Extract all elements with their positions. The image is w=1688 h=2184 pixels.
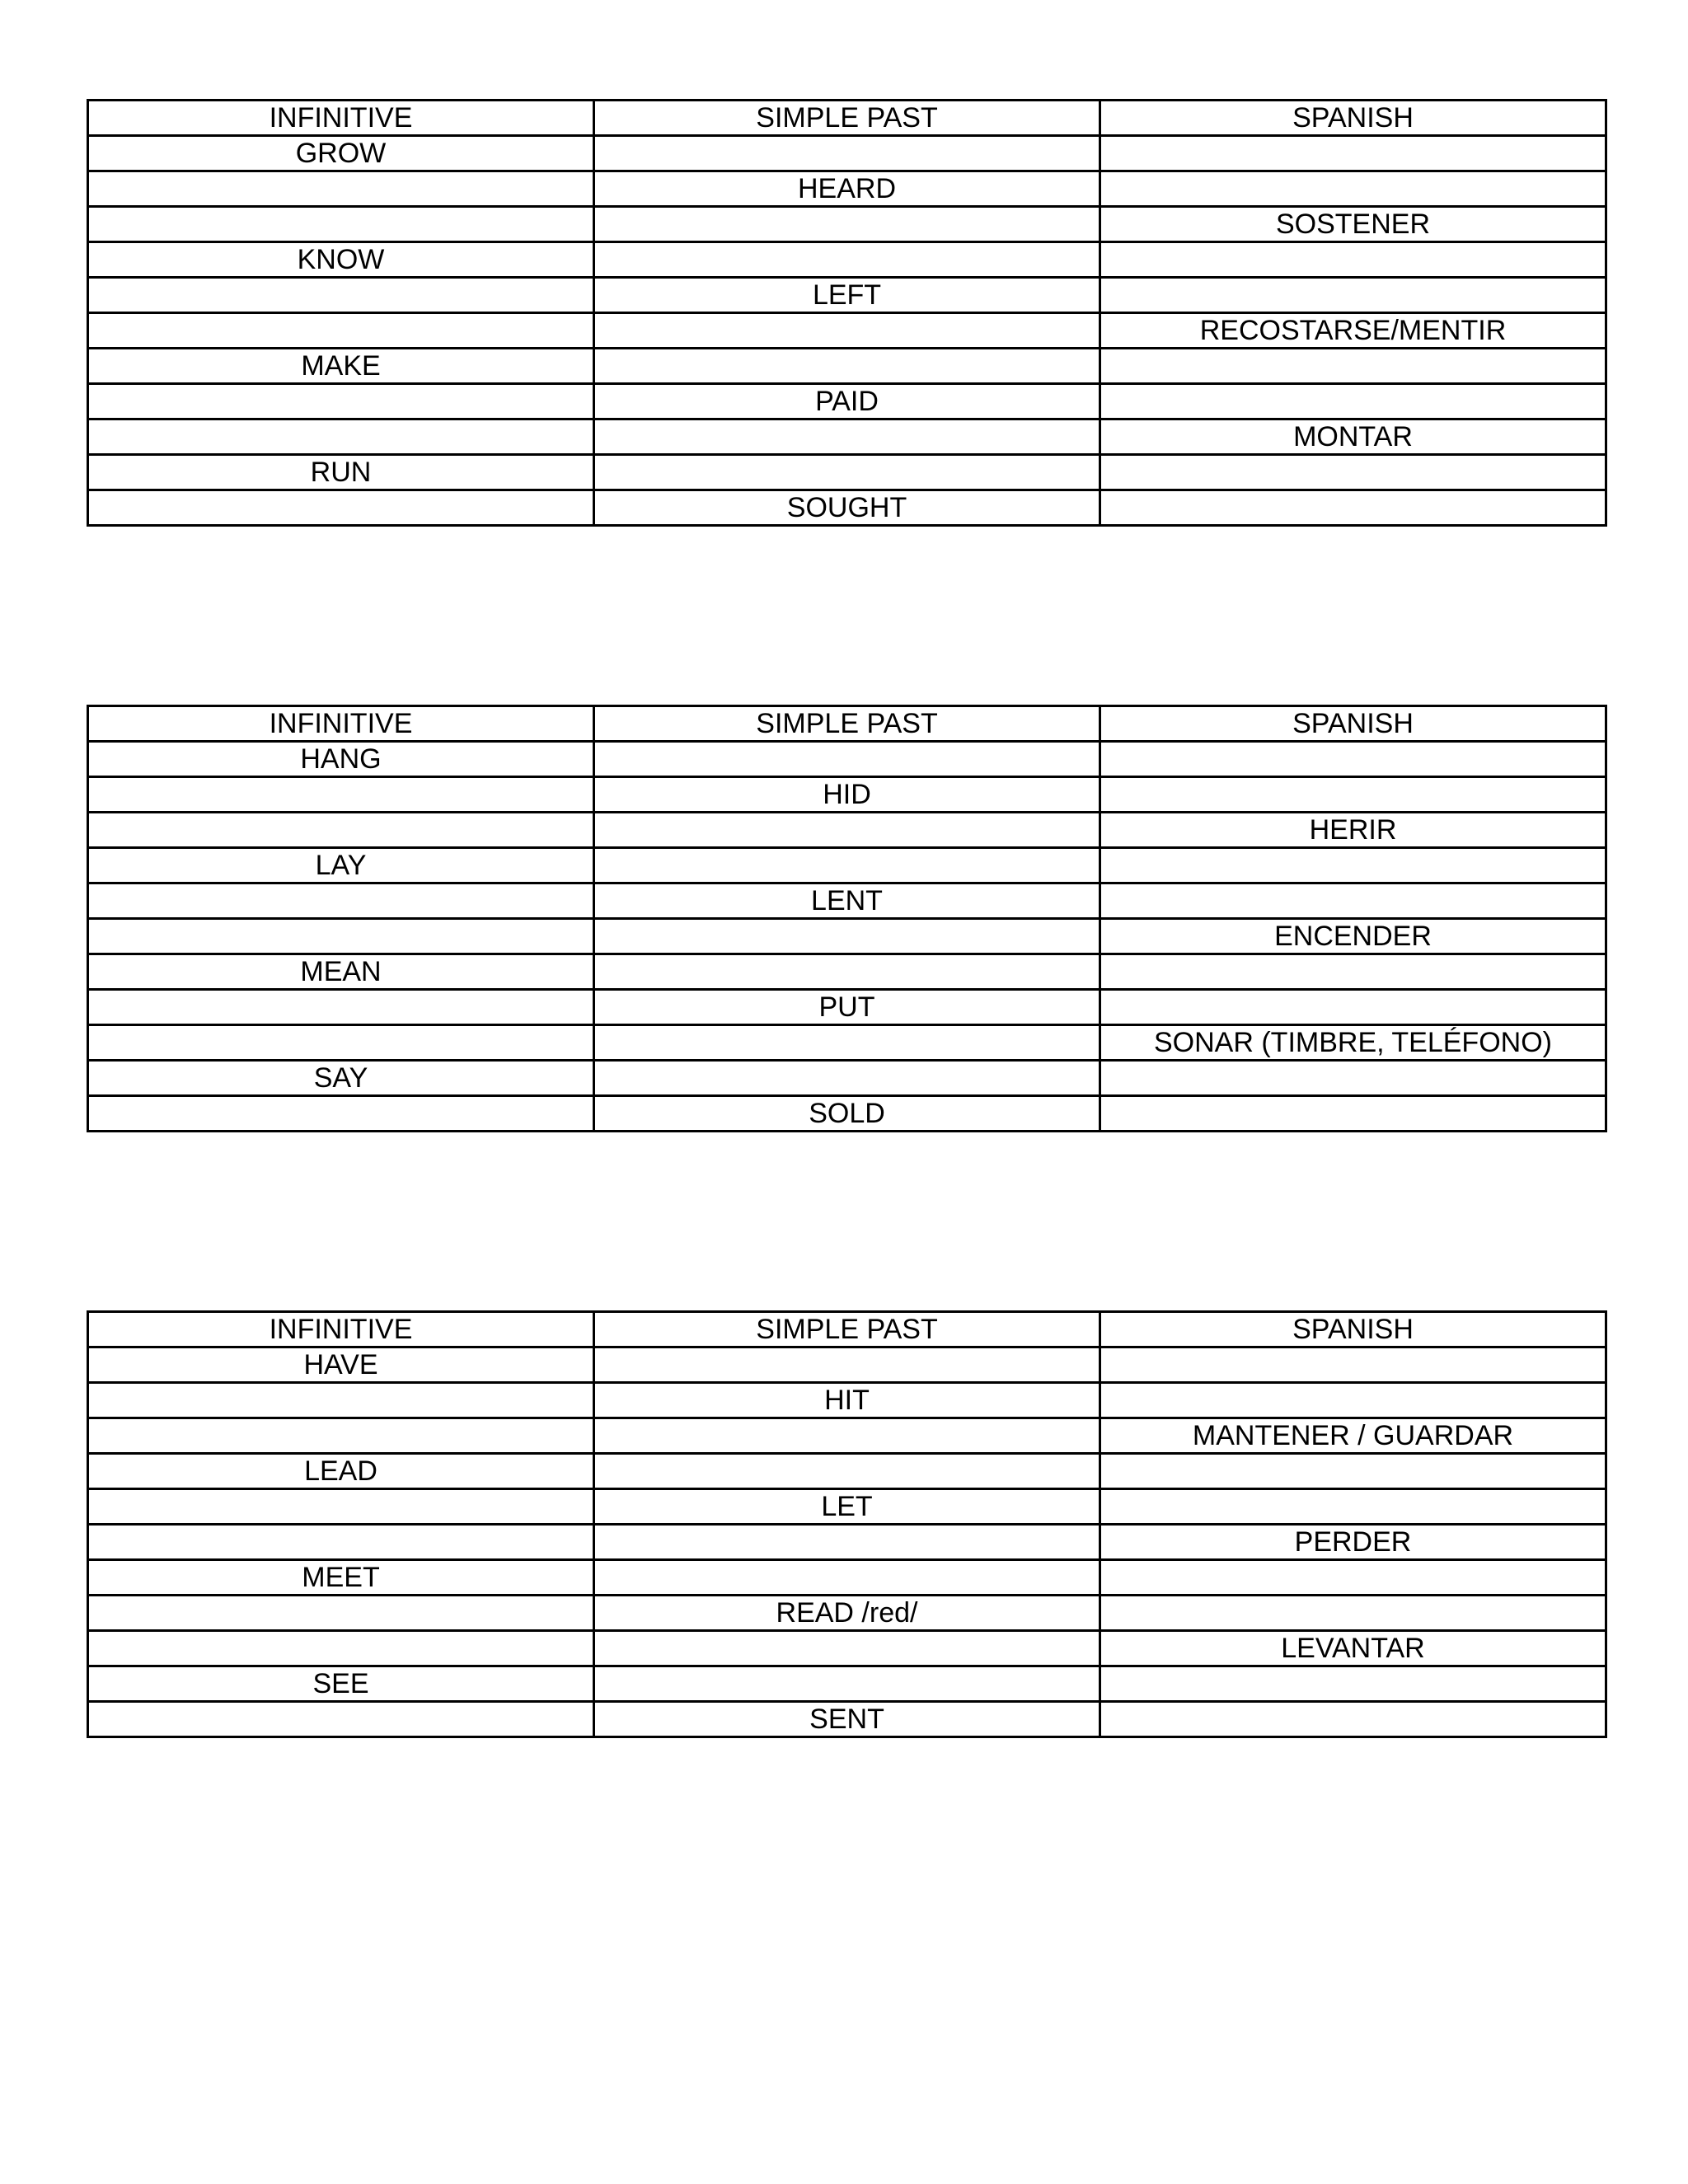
table-row: [88, 136, 1606, 171]
blank-answer-cell[interactable]: [594, 1347, 1100, 1383]
verb-table-1: [87, 99, 1607, 527]
blank-answer-cell[interactable]: [88, 1383, 594, 1418]
blank-answer-cell[interactable]: [88, 1418, 594, 1454]
blank-answer-cell[interactable]: [594, 349, 1100, 384]
blank-answer-cell[interactable]: [1100, 242, 1606, 278]
table-cell: MANTENER / GUARDAR: [1100, 1418, 1606, 1454]
blank-answer-cell[interactable]: [1100, 1454, 1606, 1489]
table-row: [88, 813, 1606, 848]
table-cell: RUN: [88, 455, 594, 490]
column-header: INFINITIVE: [88, 101, 594, 136]
table-cell: HERIR: [1100, 813, 1606, 848]
table-cell: SEE: [88, 1666, 594, 1702]
blank-answer-cell[interactable]: [594, 954, 1100, 990]
blank-answer-cell[interactable]: [88, 1489, 594, 1525]
blank-answer-cell[interactable]: [88, 883, 594, 919]
table-cell: LEAD: [88, 1454, 594, 1489]
table-cell: GROW: [88, 136, 594, 171]
table-cell: PAID: [594, 384, 1100, 419]
blank-answer-cell[interactable]: [594, 742, 1100, 777]
table-row: [88, 1631, 1606, 1666]
blank-answer-cell[interactable]: [594, 1631, 1100, 1666]
blank-answer-cell[interactable]: [1100, 1702, 1606, 1737]
table-cell: READ /red/: [594, 1596, 1100, 1631]
table-cell: LEVANTAR: [1100, 1631, 1606, 1666]
blank-answer-cell[interactable]: [88, 777, 594, 813]
blank-answer-cell[interactable]: [88, 313, 594, 349]
table-row: [88, 1666, 1606, 1702]
table-cell: SOUGHT: [594, 490, 1100, 526]
table-row: [88, 1418, 1606, 1454]
table-cell: LEFT: [594, 278, 1100, 313]
table-row: [88, 1347, 1606, 1383]
blank-answer-cell[interactable]: [88, 813, 594, 848]
blank-answer-cell[interactable]: [594, 919, 1100, 954]
column-header: SIMPLE PAST: [594, 706, 1100, 742]
blank-answer-cell[interactable]: [1100, 136, 1606, 171]
table-row: [88, 419, 1606, 455]
table-cell: HANG: [88, 742, 594, 777]
blank-answer-cell[interactable]: [88, 278, 594, 313]
blank-answer-cell[interactable]: [594, 1061, 1100, 1096]
table-row: [88, 990, 1606, 1025]
table-row: [88, 1596, 1606, 1631]
verb-table-3: [87, 1310, 1607, 1738]
blank-answer-cell[interactable]: [1100, 883, 1606, 919]
blank-answer-cell[interactable]: [594, 848, 1100, 883]
table-row: [88, 207, 1606, 242]
blank-answer-cell[interactable]: [594, 313, 1100, 349]
blank-answer-cell[interactable]: [88, 171, 594, 207]
blank-answer-cell[interactable]: [88, 1525, 594, 1560]
table-cell: MAKE: [88, 349, 594, 384]
verb-table-2: [87, 705, 1607, 1132]
blank-answer-cell[interactable]: [88, 1596, 594, 1631]
table-row: [88, 171, 1606, 207]
table-row: [88, 919, 1606, 954]
blank-answer-cell[interactable]: [594, 455, 1100, 490]
blank-answer-cell[interactable]: [1100, 1596, 1606, 1631]
table-cell: LENT: [594, 883, 1100, 919]
blank-answer-cell[interactable]: [88, 1096, 594, 1132]
blank-answer-cell[interactable]: [88, 1025, 594, 1061]
table-cell: PERDER: [1100, 1525, 1606, 1560]
column-header: SPANISH: [1100, 101, 1606, 136]
blank-answer-cell[interactable]: [1100, 1347, 1606, 1383]
table-cell: PUT: [594, 990, 1100, 1025]
table-row: [88, 278, 1606, 313]
blank-answer-cell[interactable]: [1100, 1560, 1606, 1596]
table-cell: HEARD: [594, 171, 1100, 207]
blank-answer-cell[interactable]: [88, 919, 594, 954]
table-cell: HID: [594, 777, 1100, 813]
table-cell: MEAN: [88, 954, 594, 990]
blank-answer-cell[interactable]: [88, 1631, 594, 1666]
table-cell: SOSTENER: [1100, 207, 1606, 242]
table-row: [88, 1525, 1606, 1560]
table-row: [88, 490, 1606, 526]
blank-answer-cell[interactable]: [88, 384, 594, 419]
table-row: [88, 1702, 1606, 1737]
blank-answer-cell[interactable]: [1100, 1489, 1606, 1525]
table-cell: LET: [594, 1489, 1100, 1525]
table-cell: SOLD: [594, 1096, 1100, 1132]
blank-answer-cell[interactable]: [1100, 1666, 1606, 1702]
blank-answer-cell[interactable]: [594, 207, 1100, 242]
table-row: [88, 954, 1606, 990]
table-row: [88, 883, 1606, 919]
column-header: SIMPLE PAST: [594, 1312, 1100, 1347]
table-row: [88, 1096, 1606, 1132]
column-header: INFINITIVE: [88, 706, 594, 742]
blank-answer-cell[interactable]: [1100, 848, 1606, 883]
table-row: [88, 1061, 1606, 1096]
table-cell: SENT: [594, 1702, 1100, 1737]
table-row: [88, 742, 1606, 777]
blank-answer-cell[interactable]: [1100, 171, 1606, 207]
blank-answer-cell[interactable]: [594, 1454, 1100, 1489]
column-header: SPANISH: [1100, 706, 1606, 742]
blank-answer-cell[interactable]: [594, 1525, 1100, 1560]
table-row: [88, 313, 1606, 349]
blank-answer-cell[interactable]: [1100, 490, 1606, 526]
blank-answer-cell[interactable]: [594, 1418, 1100, 1454]
table-row: [88, 848, 1606, 883]
table-row: [88, 1025, 1606, 1061]
blank-answer-cell[interactable]: [88, 207, 594, 242]
table-row: [88, 1383, 1606, 1418]
blank-answer-cell[interactable]: [594, 419, 1100, 455]
blank-answer-cell[interactable]: [1100, 1061, 1606, 1096]
blank-answer-cell[interactable]: [1100, 777, 1606, 813]
table-row: [88, 384, 1606, 419]
blank-answer-cell[interactable]: [88, 419, 594, 455]
blank-answer-cell[interactable]: [594, 1025, 1100, 1061]
table-row: [88, 455, 1606, 490]
table-row: [88, 349, 1606, 384]
table-cell: SAY: [88, 1061, 594, 1096]
table-cell: MEET: [88, 1560, 594, 1596]
blank-answer-cell[interactable]: [88, 990, 594, 1025]
table-row: [88, 1560, 1606, 1596]
blank-answer-cell[interactable]: [594, 136, 1100, 171]
blank-answer-cell[interactable]: [594, 1666, 1100, 1702]
table-cell: LAY: [88, 848, 594, 883]
blank-answer-cell[interactable]: [1100, 384, 1606, 419]
blank-answer-cell[interactable]: [88, 1702, 594, 1737]
table-header-row: [88, 706, 1606, 742]
table-cell: RECOSTARSE/MENTIR: [1100, 313, 1606, 349]
blank-answer-cell[interactable]: [1100, 742, 1606, 777]
blank-answer-cell[interactable]: [594, 242, 1100, 278]
table-cell: KNOW: [88, 242, 594, 278]
table-cell: ENCENDER: [1100, 919, 1606, 954]
blank-answer-cell[interactable]: [1100, 1383, 1606, 1418]
table-row: [88, 242, 1606, 278]
column-header: INFINITIVE: [88, 1312, 594, 1347]
blank-answer-cell[interactable]: [1100, 1096, 1606, 1132]
blank-answer-cell[interactable]: [1100, 990, 1606, 1025]
table-cell: SONAR (TIMBRE, TELÉFONO): [1100, 1025, 1606, 1061]
table-header-row: [88, 1312, 1606, 1347]
blank-answer-cell[interactable]: [1100, 954, 1606, 990]
blank-answer-cell[interactable]: [1100, 349, 1606, 384]
column-header: SIMPLE PAST: [594, 101, 1100, 136]
table-cell: MONTAR: [1100, 419, 1606, 455]
blank-answer-cell[interactable]: [594, 1560, 1100, 1596]
blank-answer-cell[interactable]: [594, 813, 1100, 848]
table-cell: HAVE: [88, 1347, 594, 1383]
blank-answer-cell[interactable]: [1100, 455, 1606, 490]
blank-answer-cell[interactable]: [1100, 278, 1606, 313]
table-header-row: [88, 101, 1606, 136]
table-cell: HIT: [594, 1383, 1100, 1418]
table-row: [88, 1489, 1606, 1525]
blank-answer-cell[interactable]: [88, 490, 594, 526]
column-header: SPANISH: [1100, 1312, 1606, 1347]
table-row: [88, 777, 1606, 813]
table-row: [88, 1454, 1606, 1489]
